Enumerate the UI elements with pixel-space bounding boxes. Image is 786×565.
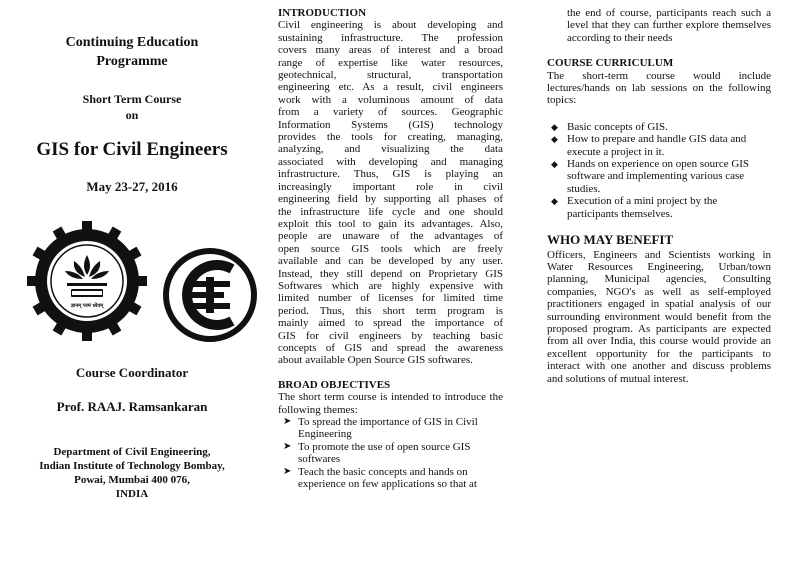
objectives-heading: BROAD OBJECTIVES [278,378,391,391]
list-item-text: How to prepare and handle GIS data and execute a project in it. [567,133,747,158]
course-title: GIS for Civil Engineers [36,139,228,160]
intro-line: engineering etc. As a result, civil engineers [278,81,503,94]
intro-line: Instead, they still depend on Proprietary GIS [278,267,503,280]
curriculum-heading: COURSE CURRICULUM [547,57,674,70]
coordinator-label: Course Coordinator [75,365,189,380]
objectives-list [278,416,503,490]
intro-line: increasingly important role in civil [278,180,503,193]
objectives-intro: The short term course is intended to introduce the following themes: [278,391,503,416]
intro-line: work with a voluminous amount of data [278,93,503,106]
intro-line: infrastructure. Thus, GIS is playing an [278,168,503,181]
intro-line: people are unaware of the advantages of [278,230,503,243]
list-item [547,158,771,195]
curriculum-intro: The short-term course would include lectures/hands on lab sessions on the following topics: [547,69,771,107]
intro-line: Information Systems (GIS) technology [278,118,503,131]
intro-line: engineering field by supporting all phases of [278,193,503,206]
intro-line: range of expertise like water resources, [278,56,503,69]
intro-line: available and can be developed by any user. [278,255,503,268]
bullet-icon: ➤ [283,416,292,427]
intro-line: GIS for civil engineers by teaching basic [278,329,503,342]
intro-line: Civil engineering is about developing and [278,19,503,32]
intro-line: about available Open Source GIS softwares. [278,354,473,367]
intro-line: concepts of GIS and spread the awareness [278,341,503,354]
intro-line: geotechnical, structural, transportation [278,69,503,82]
intro-line: associated with developing and managing [278,155,503,168]
intro-line: open source GIS tools which are freely [278,242,503,255]
intro-line: mainly aimed to spread the importance of [278,317,503,330]
list-item [547,195,771,220]
programme-title-line2: Programme [96,54,168,69]
intro-line: exploit this tool to gain its advantages. Also, [278,217,503,230]
benefit-heading: WHO MAY BENEFIT [547,232,674,248]
right-panel [547,7,771,385]
list-item-text: Teach the basic concepts and hands on experience on few applications so that at [298,465,477,491]
intro-line: period. Thus, this short term program is [278,304,503,317]
objectives-continuation: the end of course, participants reach such a level that they can further explore themselves according to their needs [567,7,771,44]
benefit-text: Officers, Engineers and Scientists working in Water Resources Engineering, Urban/town planning, Municipal agencies, Consulting companies, NGO's as well as self-employed practitioners engaged in spatial analysis of our surrounding environment would benefit from the proposed program. As participants are expected from all over India, this course would provide an excellent opportunity for the participants to interact with one another and discuss problems and solutions of mutual interest. [547,248,771,385]
bullet-icon: ◆ [551,121,558,132]
course-dates: May 23-27, 2016 [86,179,178,194]
bullet-icon: ◆ [551,159,558,170]
intro-line: Softwares which are highly expensive with [278,279,503,292]
ce-logo [162,247,258,343]
intro-line: the infrastructure life cycle and one should [278,205,503,218]
dept-line2: Indian Institute of Technology Bombay, [39,460,225,472]
intro-line: limited number of licenses for limited time [278,292,503,305]
bullet-icon: ➤ [283,440,292,452]
list-item [278,441,503,466]
intro-line: from a variety of sources. Geographic [278,106,503,119]
dept-line4: INDIA [115,488,149,500]
bullet-icon: ➤ [283,465,292,477]
intro-line: sustaining infrastructure. The profession [278,31,503,44]
course-type-on: on [125,108,139,122]
dept-line3: Powai, Mumbai 400 076, [74,474,190,486]
dept-line1: Department of Civil Engineering, [53,446,211,458]
list-item-text: Basic concepts of GIS. [567,120,668,133]
course-type: Short Term Course [82,92,182,106]
list-item-text: To spread the importance of GIS in Civil Engineering [298,416,478,441]
bullet-icon: ◆ [551,196,558,207]
intro-heading: INTRODUCTION [278,7,367,19]
intro-line: covers many areas of interest and a broad [278,44,503,57]
iitb-logo [27,221,147,341]
intro-text [278,19,503,366]
middle-panel [278,7,503,490]
coordinator-name: Prof. RAAJ. Ramsankaran [56,399,208,414]
list-item [547,133,771,158]
list-item [278,466,503,491]
intro-line: analyzing, and visualizing the data [278,143,503,156]
bullet-icon: ◆ [551,134,558,145]
list-item [278,416,503,441]
programme-title-line1: Continuing Education [65,35,199,50]
intro-line: provides the tools for creating, managing, [278,131,503,144]
svg-text:ज्ञानम् परमं ध्येयम्: ज्ञानम् परमं ध्येयम् [70,303,104,309]
list-item-text: Hands on experience on open source GIS software and implementing various case studies. [567,158,750,195]
curriculum-list [547,121,771,220]
list-item [547,121,771,133]
list-item-text: To promote the use of open source GIS softwares [298,440,471,466]
list-item-text: Execution of a mini project by the participants themselves. [567,195,718,220]
